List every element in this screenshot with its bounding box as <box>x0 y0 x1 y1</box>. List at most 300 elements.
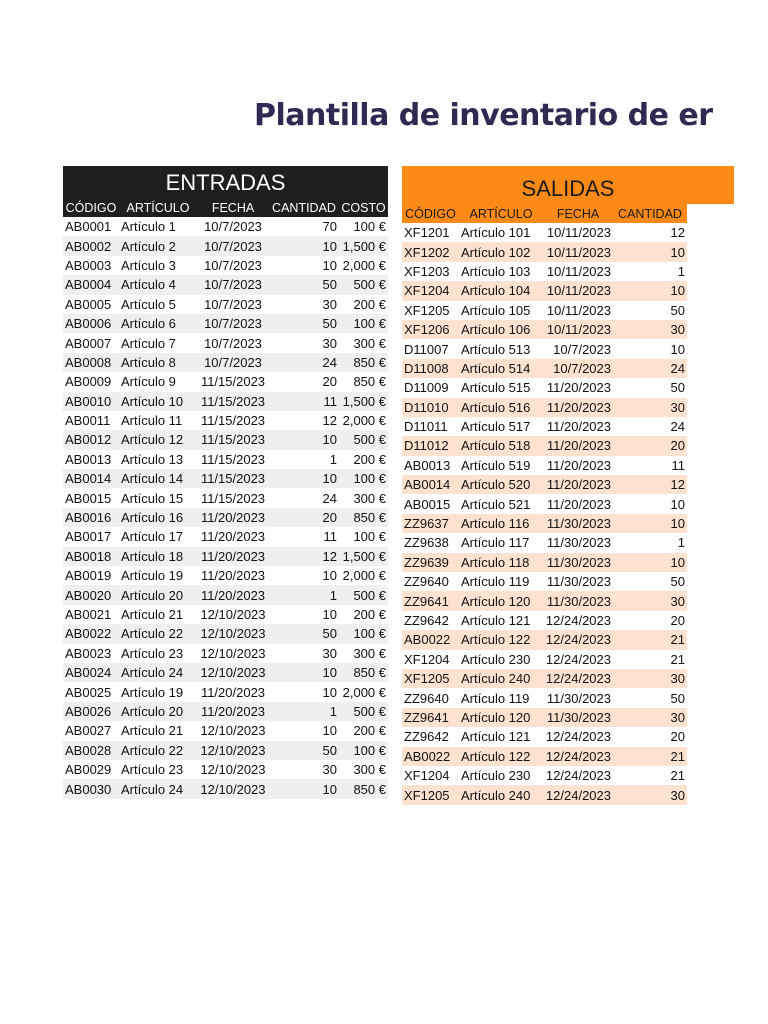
table-row <box>402 630 687 649</box>
articulo-cell[interactable]: Artículo 105 <box>461 302 531 318</box>
fecha-cell[interactable]: 12/10/2023 <box>200 723 266 739</box>
cantidad-cell[interactable]: 50 <box>322 316 337 332</box>
codigo-cell[interactable]: AB0015 <box>404 496 451 512</box>
articulo-cell[interactable]: Artículo 19 <box>121 684 184 700</box>
articulo-cell[interactable]: Artículo 20 <box>121 703 184 719</box>
table-row <box>402 747 687 766</box>
articulo-cell[interactable]: Artículo 9 <box>121 374 176 390</box>
articulo-cell[interactable]: Artículo 11 <box>121 413 183 429</box>
codigo-cell[interactable]: AB0009 <box>65 374 112 390</box>
articulo-cell[interactable]: Artículo 3 <box>121 257 176 273</box>
codigo-cell[interactable]: AB0011 <box>65 413 111 429</box>
fecha-cell[interactable]: 10/7/2023 <box>204 257 262 273</box>
cantidad-cell[interactable]: 10 <box>322 781 337 797</box>
fecha-cell[interactable]: 10/7/2023 <box>204 296 262 312</box>
fecha-cell[interactable]: 11/20/2023 <box>546 438 611 454</box>
fecha-cell[interactable]: 11/20/2023 <box>200 529 266 545</box>
codigo-cell[interactable]: XF1203 <box>404 263 450 279</box>
articulo-cell[interactable]: Artículo 24 <box>121 781 184 797</box>
fecha-cell[interactable]: 12/24/2023 <box>545 651 611 667</box>
fecha-cell[interactable]: 11/30/2023 <box>546 709 611 725</box>
cantidad-cell[interactable]: 20 <box>322 510 337 526</box>
codigo-cell[interactable]: XF1204 <box>404 768 450 784</box>
cantidad-cell[interactable]: 10 <box>670 516 685 532</box>
costo-cell[interactable]: 850 € <box>353 510 386 526</box>
costo-cell[interactable]: 100 € <box>353 626 386 642</box>
cantidad-cell[interactable]: 50 <box>322 742 337 758</box>
cantidad-cell[interactable]: 21 <box>670 632 685 648</box>
table-row <box>402 785 687 804</box>
articulo-cell[interactable]: Artículo 4 <box>121 277 176 293</box>
codigo-cell[interactable]: ZZ9638 <box>404 535 449 551</box>
articulo-cell[interactable]: Artículo 519 <box>461 457 531 473</box>
fecha-cell[interactable]: 12/24/2023 <box>545 613 611 628</box>
codigo-cell[interactable]: AB0026 <box>65 703 112 719</box>
codigo-cell[interactable]: XF1201 <box>404 225 450 241</box>
costo-cell[interactable]: 100 € <box>353 471 386 487</box>
costo-cell[interactable]: 200 € <box>353 451 386 467</box>
codigo-cell[interactable]: AB0027 <box>65 723 112 739</box>
costo-cell[interactable]: 2,000 € <box>342 257 386 273</box>
fecha-cell[interactable]: 10/7/2023 <box>204 316 262 332</box>
fecha-cell[interactable]: 11/15/2023 <box>200 432 266 448</box>
costo-cell[interactable]: 300 € <box>353 762 386 778</box>
costo-cell[interactable]: 200 € <box>353 607 386 622</box>
articulo-cell[interactable]: Artículo 514 <box>461 360 531 376</box>
cantidad-cell[interactable]: 11 <box>671 457 685 473</box>
cantidad-cell[interactable]: 10 <box>322 257 337 273</box>
articulo-cell[interactable]: Artículo 515 <box>461 380 531 396</box>
table-row <box>402 262 687 281</box>
fecha-cell[interactable]: 11/30/2023 <box>546 574 611 590</box>
cantidad-cell[interactable]: 10 <box>322 607 337 622</box>
fecha-cell[interactable]: 11/15/2023 <box>200 413 266 429</box>
codigo-cell[interactable]: AB0014 <box>404 477 451 493</box>
codigo-cell[interactable]: AB0015 <box>65 490 112 506</box>
articulo-cell[interactable]: Artículo 14 <box>121 471 184 487</box>
codigo-cell[interactable]: AB0022 <box>65 626 112 642</box>
articulo-cell[interactable]: Artículo 521 <box>461 496 531 512</box>
articulo-cell[interactable]: Artículo 19 <box>121 568 184 584</box>
cantidad-cell[interactable]: 10 <box>322 723 337 739</box>
fecha-cell[interactable]: 10/11/2023 <box>546 244 611 260</box>
costo-cell[interactable]: 1,500 € <box>342 548 386 564</box>
costo-cell[interactable]: 500 € <box>353 703 386 719</box>
cantidad-cell[interactable]: 1 <box>329 587 337 603</box>
cantidad-cell[interactable]: 1 <box>677 535 685 551</box>
cantidad-cell[interactable]: 30 <box>322 335 337 351</box>
costo-cell[interactable]: 200 € <box>353 296 386 312</box>
articulo-cell[interactable]: Artículo 516 <box>461 399 531 415</box>
table-row <box>402 339 687 358</box>
articulo-cell[interactable]: Artículo 120 <box>461 709 531 725</box>
cantidad-cell[interactable]: 12 <box>670 225 685 241</box>
fecha-cell[interactable]: 11/30/2023 <box>546 554 611 570</box>
cantidad-cell[interactable]: 12 <box>670 477 685 493</box>
fecha-cell[interactable]: 12/10/2023 <box>200 626 266 642</box>
costo-cell[interactable]: 500 € <box>353 277 386 293</box>
articulo-cell[interactable]: Artículo 5 <box>121 296 176 312</box>
costo-cell[interactable]: 100 € <box>353 316 386 332</box>
fecha-cell[interactable]: 11/20/2023 <box>546 477 611 493</box>
cantidad-cell[interactable]: 30 <box>670 709 685 725</box>
articulo-cell[interactable]: Artículo 23 <box>121 762 184 778</box>
fecha-cell[interactable]: 11/20/2023 <box>200 548 266 564</box>
cantidad-cell[interactable]: 50 <box>670 302 685 318</box>
costo-cell[interactable]: 500 € <box>353 587 386 603</box>
column-header-cantidad[interactable]: CANTIDAD <box>618 206 682 221</box>
fecha-cell[interactable]: 11/15/2023 <box>200 471 266 487</box>
cantidad-cell[interactable]: 10 <box>322 568 337 584</box>
codigo-cell[interactable]: ZZ9639 <box>404 554 449 570</box>
fecha-cell[interactable]: 11/20/2023 <box>200 510 266 526</box>
cantidad-cell[interactable]: 50 <box>322 626 337 642</box>
fecha-cell[interactable]: 12/10/2023 <box>200 781 266 797</box>
costo-cell[interactable]: 2,000 € <box>342 568 386 584</box>
fecha-cell[interactable]: 11/20/2023 <box>200 568 266 584</box>
codigo-cell[interactable]: XF1205 <box>404 787 450 803</box>
articulo-cell[interactable]: Artículo 18 <box>121 548 184 564</box>
fecha-cell[interactable]: 11/20/2023 <box>546 380 611 396</box>
fecha-cell[interactable]: 11/30/2023 <box>546 690 611 706</box>
column-header-fecha[interactable]: FECHA <box>211 200 255 215</box>
codigo-cell[interactable]: AB0013 <box>65 451 112 467</box>
articulo-cell[interactable]: Artículo 230 <box>461 651 531 667</box>
codigo-cell[interactable]: AB0021 <box>65 607 112 622</box>
fecha-cell[interactable]: 12/10/2023 <box>200 607 266 622</box>
articulo-cell[interactable]: Artículo 230 <box>461 768 531 784</box>
fecha-cell[interactable]: 10/7/2023 <box>204 354 262 370</box>
cantidad-cell[interactable]: 50 <box>322 277 337 293</box>
codigo-cell[interactable]: AB0018 <box>65 548 112 564</box>
articulo-cell[interactable]: Artículo 119 <box>461 690 530 706</box>
fecha-cell[interactable]: 10/7/2023 <box>204 277 262 293</box>
articulo-cell[interactable]: Artículo 15 <box>121 490 184 506</box>
fecha-cell[interactable]: 11/20/2023 <box>546 457 611 473</box>
articulo-cell[interactable]: Artículo 24 <box>121 665 184 681</box>
costo-cell[interactable]: 500 € <box>353 432 386 448</box>
articulo-cell[interactable]: Artículo 121 <box>461 729 531 745</box>
table-row <box>63 527 388 546</box>
cantidad-cell[interactable]: 30 <box>322 645 337 661</box>
articulo-cell[interactable]: Artículo 122 <box>461 748 531 764</box>
codigo-cell[interactable]: AB0002 <box>65 238 112 254</box>
codigo-cell[interactable]: AB0008 <box>65 354 112 370</box>
codigo-cell[interactable]: ZZ9640 <box>404 690 449 706</box>
codigo-cell[interactable]: D11007 <box>404 341 449 357</box>
fecha-cell[interactable]: 10/11/2023 <box>546 302 611 318</box>
codigo-cell[interactable]: AB0019 <box>65 568 112 584</box>
codigo-cell[interactable]: ZZ9642 <box>404 729 449 745</box>
cantidad-cell[interactable]: 1 <box>329 703 337 719</box>
articulo-cell[interactable]: Artículo 20 <box>121 587 184 603</box>
articulo-cell[interactable]: Artículo 12 <box>121 432 184 448</box>
fecha-cell[interactable]: 11/15/2023 <box>200 393 266 409</box>
articulo-cell[interactable]: Artículo 6 <box>121 316 176 332</box>
table-row <box>402 417 687 436</box>
costo-cell[interactable]: 850 € <box>353 781 386 797</box>
codigo-cell[interactable]: D11012 <box>404 438 449 454</box>
articulo-cell[interactable]: Artículo 121 <box>461 613 531 628</box>
fecha-cell[interactable]: 11/30/2023 <box>546 516 611 532</box>
fecha-cell[interactable]: 11/15/2023 <box>200 374 266 390</box>
fecha-cell[interactable]: 10/11/2023 <box>546 283 611 299</box>
codigo-cell[interactable]: AB0003 <box>65 257 112 273</box>
cantidad-cell[interactable]: 10 <box>322 684 337 700</box>
cantidad-cell[interactable]: 21 <box>670 748 685 764</box>
articulo-cell[interactable]: Artículo 16 <box>121 510 184 526</box>
cantidad-cell[interactable]: 24 <box>670 419 685 435</box>
column-header-fecha[interactable]: FECHA <box>556 206 600 221</box>
articulo-cell[interactable]: Artículo 2 <box>121 238 176 254</box>
articulo-cell[interactable]: Artículo 119 <box>461 574 530 590</box>
costo-cell[interactable]: 100 € <box>353 219 386 235</box>
fecha-cell[interactable]: 12/24/2023 <box>545 671 611 687</box>
cantidad-cell[interactable]: 10 <box>322 471 337 487</box>
codigo-cell[interactable]: AB0022 <box>404 748 451 764</box>
codigo-cell[interactable]: AB0025 <box>65 684 112 700</box>
articulo-cell[interactable]: Artículo 518 <box>461 438 531 454</box>
cantidad-cell[interactable]: 30 <box>670 322 685 338</box>
articulo-cell[interactable]: Artículo 22 <box>121 626 184 642</box>
costo-cell[interactable]: 1,500 € <box>342 393 386 409</box>
codigo-cell[interactable]: XF1204 <box>404 283 450 299</box>
cantidad-cell[interactable]: 50 <box>670 380 685 396</box>
cantidad-cell[interactable]: 11 <box>323 529 337 545</box>
fecha-cell[interactable]: 12/24/2023 <box>545 632 611 648</box>
cantidad-cell[interactable]: 10 <box>670 554 685 570</box>
cantidad-cell[interactable]: 30 <box>322 296 337 312</box>
costo-cell[interactable]: 850 € <box>353 354 386 370</box>
articulo-cell[interactable]: Artículo 122 <box>461 632 531 648</box>
cantidad-cell[interactable]: 20 <box>670 729 685 745</box>
codigo-cell[interactable]: D11010 <box>404 399 449 415</box>
articulo-cell[interactable]: Artículo 120 <box>461 593 531 609</box>
fecha-cell[interactable]: 11/20/2023 <box>546 496 611 512</box>
column-header-cantidad[interactable]: CANTIDAD <box>272 200 336 215</box>
codigo-cell[interactable]: AB0005 <box>65 296 112 312</box>
articulo-cell[interactable]: Artículo 520 <box>461 477 531 493</box>
entradas-panel <box>63 166 388 799</box>
codigo-cell[interactable]: AB0012 <box>65 432 112 448</box>
cantidad-cell[interactable]: 50 <box>670 690 685 706</box>
articulo-cell[interactable]: Artículo 517 <box>461 419 531 435</box>
cantidad-cell[interactable]: 10 <box>670 244 685 260</box>
codigo-cell[interactable]: AB0030 <box>65 781 112 797</box>
costo-cell[interactable]: 300 € <box>353 490 386 506</box>
articulo-cell[interactable]: Artículo 101 <box>461 225 531 241</box>
cantidad-cell[interactable]: 24 <box>670 360 685 376</box>
codigo-cell[interactable]: AB0010 <box>65 393 112 409</box>
table-row <box>402 456 687 475</box>
table-row <box>63 779 388 798</box>
costo-cell[interactable]: 1,500 € <box>342 238 386 254</box>
cantidad-cell[interactable]: 24 <box>322 490 337 506</box>
fecha-cell[interactable]: 10/7/2023 <box>204 335 262 351</box>
costo-cell[interactable]: 200 € <box>353 723 386 739</box>
table-row <box>63 488 388 507</box>
cantidad-cell[interactable]: 11 <box>323 393 337 409</box>
cantidad-cell[interactable]: 1 <box>677 263 685 279</box>
cantidad-cell[interactable]: 10 <box>322 238 337 254</box>
fecha-cell[interactable]: 11/15/2023 <box>200 490 266 506</box>
cantidad-cell[interactable]: 24 <box>322 354 337 370</box>
column-header-articulo[interactable]: ARTÍCULO <box>126 200 190 215</box>
fecha-cell[interactable]: 12/10/2023 <box>200 762 266 778</box>
table-row <box>402 611 687 630</box>
cantidad-cell[interactable]: 10 <box>670 341 685 357</box>
articulo-cell[interactable]: Artículo 10 <box>121 393 184 409</box>
codigo-cell[interactable]: D11011 <box>404 419 448 435</box>
articulo-cell[interactable]: Artículo 102 <box>461 244 531 260</box>
articulo-cell[interactable]: Artículo 21 <box>121 723 184 739</box>
cantidad-cell[interactable]: 20 <box>670 438 685 454</box>
codigo-cell[interactable]: XF1206 <box>404 322 450 338</box>
fecha-cell[interactable]: 11/20/2023 <box>200 684 266 700</box>
articulo-cell[interactable]: Artículo 1 <box>121 219 176 235</box>
cantidad-cell[interactable]: 21 <box>670 768 685 784</box>
fecha-cell[interactable]: 12/24/2023 <box>545 768 611 784</box>
codigo-cell[interactable]: ZZ9637 <box>404 516 449 532</box>
salidas-panel <box>402 166 734 805</box>
table-row <box>63 682 388 701</box>
cantidad-cell[interactable]: 1 <box>329 451 337 467</box>
articulo-cell[interactable]: Artículo 7 <box>121 335 176 351</box>
codigo-cell[interactable]: AB0004 <box>65 277 112 293</box>
fecha-cell[interactable]: 11/30/2023 <box>546 593 611 609</box>
articulo-cell[interactable]: Artículo 116 <box>461 516 530 532</box>
codigo-cell[interactable]: AB0024 <box>65 665 112 681</box>
codigo-cell[interactable]: AB0022 <box>404 632 451 648</box>
cantidad-cell[interactable]: 10 <box>670 496 685 512</box>
codigo-cell[interactable]: XF1205 <box>404 671 450 687</box>
codigo-cell[interactable]: AB0013 <box>404 457 451 473</box>
codigo-cell[interactable]: AB0014 <box>65 471 112 487</box>
cantidad-cell[interactable]: 12 <box>322 413 337 429</box>
cantidad-cell[interactable]: 30 <box>670 671 685 687</box>
codigo-cell[interactable]: AB0029 <box>65 762 112 778</box>
fecha-cell[interactable]: 12/24/2023 <box>545 729 611 745</box>
fecha-cell[interactable]: 12/10/2023 <box>200 665 266 681</box>
articulo-cell[interactable]: Artículo 17 <box>121 529 184 545</box>
cantidad-cell[interactable]: 30 <box>670 593 685 609</box>
codigo-cell[interactable]: XF1202 <box>404 244 450 260</box>
cantidad-cell[interactable]: 30 <box>322 762 337 778</box>
column-header-codigo[interactable]: CÓDIGO <box>65 200 117 215</box>
codigo-cell[interactable]: D11009 <box>404 380 449 396</box>
cantidad-cell[interactable]: 21 <box>670 651 685 667</box>
costo-cell[interactable]: 850 € <box>353 665 386 681</box>
costo-cell[interactable]: 850 € <box>353 374 386 390</box>
cantidad-cell[interactable]: 30 <box>670 399 685 415</box>
costo-cell[interactable]: 100 € <box>353 529 386 545</box>
codigo-cell[interactable]: ZZ9641 <box>404 593 449 609</box>
table-row <box>63 256 388 275</box>
cantidad-cell[interactable]: 70 <box>322 219 337 235</box>
articulo-cell[interactable]: Artículo 13 <box>121 451 184 467</box>
fecha-cell[interactable]: 10/11/2023 <box>546 225 611 241</box>
articulo-cell[interactable]: Artículo 106 <box>461 322 531 338</box>
codigo-cell[interactable]: AB0020 <box>65 587 112 603</box>
table-row <box>63 372 388 391</box>
fecha-cell[interactable]: 10/11/2023 <box>546 322 611 338</box>
codigo-cell[interactable]: ZZ9640 <box>404 574 449 590</box>
fecha-cell[interactable]: 10/7/2023 <box>553 341 611 357</box>
cantidad-cell[interactable]: 20 <box>670 613 685 628</box>
codigo-cell[interactable]: AB0006 <box>65 316 112 332</box>
fecha-cell[interactable]: 11/15/2023 <box>200 451 266 467</box>
codigo-cell[interactable]: ZZ9642 <box>404 613 449 628</box>
fecha-cell[interactable]: 10/7/2023 <box>204 219 262 235</box>
articulo-cell[interactable]: Artículo 513 <box>461 341 531 357</box>
codigo-cell[interactable]: AB0028 <box>65 742 112 758</box>
fecha-cell[interactable]: 11/20/2023 <box>546 399 611 415</box>
articulo-cell[interactable]: Artículo 117 <box>461 535 530 551</box>
codigo-cell[interactable]: AB0007 <box>65 335 112 351</box>
articulo-cell[interactable]: Artículo 23 <box>121 645 184 661</box>
codigo-cell[interactable]: AB0016 <box>65 510 112 526</box>
fecha-cell[interactable]: 10/11/2023 <box>546 263 611 279</box>
articulo-cell[interactable]: Artículo 103 <box>461 263 531 279</box>
cantidad-cell[interactable]: 10 <box>670 283 685 299</box>
cantidad-cell[interactable]: 12 <box>322 548 337 564</box>
articulo-cell[interactable]: Artículo 118 <box>461 554 530 570</box>
cantidad-cell[interactable]: 10 <box>322 432 337 448</box>
fecha-cell[interactable]: 11/20/2023 <box>546 419 611 435</box>
codigo-cell[interactable]: XF1205 <box>404 302 450 318</box>
fecha-cell[interactable]: 10/7/2023 <box>553 360 611 376</box>
column-header-costo[interactable]: COSTO <box>341 200 386 215</box>
cantidad-cell[interactable]: 50 <box>670 574 685 590</box>
codigo-cell[interactable]: AB0017 <box>65 529 112 545</box>
codigo-cell[interactable]: AB0023 <box>65 645 112 661</box>
codigo-cell[interactable]: XF1204 <box>404 651 450 667</box>
costo-cell[interactable]: 300 € <box>353 645 386 661</box>
costo-cell[interactable]: 100 € <box>353 742 386 758</box>
fecha-cell[interactable]: 10/7/2023 <box>204 238 262 254</box>
fecha-cell[interactable]: 12/10/2023 <box>200 742 266 758</box>
costo-cell[interactable]: 2,000 € <box>342 684 386 700</box>
table-row <box>63 314 388 333</box>
fecha-cell[interactable]: 11/20/2023 <box>200 703 266 719</box>
costo-cell[interactable]: 300 € <box>353 335 386 351</box>
articulo-cell[interactable]: Artículo 104 <box>461 283 531 299</box>
page-title: Plantilla de inventario de er <box>254 98 713 133</box>
codigo-cell[interactable]: ZZ9641 <box>404 709 449 725</box>
cantidad-cell[interactable]: 30 <box>670 787 685 803</box>
articulo-cell[interactable]: Artículo 240 <box>461 787 531 803</box>
codigo-cell[interactable]: AB0001 <box>65 219 112 235</box>
table-row <box>402 572 687 591</box>
entradas-banner: ENTRADAS <box>63 166 388 198</box>
articulo-cell[interactable]: Artículo 21 <box>121 607 184 622</box>
articulo-cell[interactable]: Artículo 8 <box>121 354 176 370</box>
fecha-cell[interactable]: 11/20/2023 <box>200 587 266 603</box>
codigo-cell[interactable]: D11008 <box>404 360 449 376</box>
articulo-cell[interactable]: Artículo 240 <box>461 671 531 687</box>
costo-cell[interactable]: 2,000 € <box>342 413 386 429</box>
cantidad-cell[interactable]: 10 <box>322 665 337 681</box>
articulo-cell[interactable]: Artículo 22 <box>121 742 184 758</box>
fecha-cell[interactable]: 12/24/2023 <box>545 787 611 803</box>
fecha-cell[interactable]: 12/24/2023 <box>545 748 611 764</box>
column-header-codigo[interactable]: CÓDIGO <box>405 206 456 221</box>
fecha-cell[interactable]: 12/10/2023 <box>200 645 266 661</box>
fecha-cell[interactable]: 11/30/2023 <box>546 535 611 551</box>
column-header-articulo[interactable]: ARTÍCULO <box>469 206 533 221</box>
salidas-rows <box>402 223 687 805</box>
cantidad-cell[interactable]: 20 <box>322 374 337 390</box>
